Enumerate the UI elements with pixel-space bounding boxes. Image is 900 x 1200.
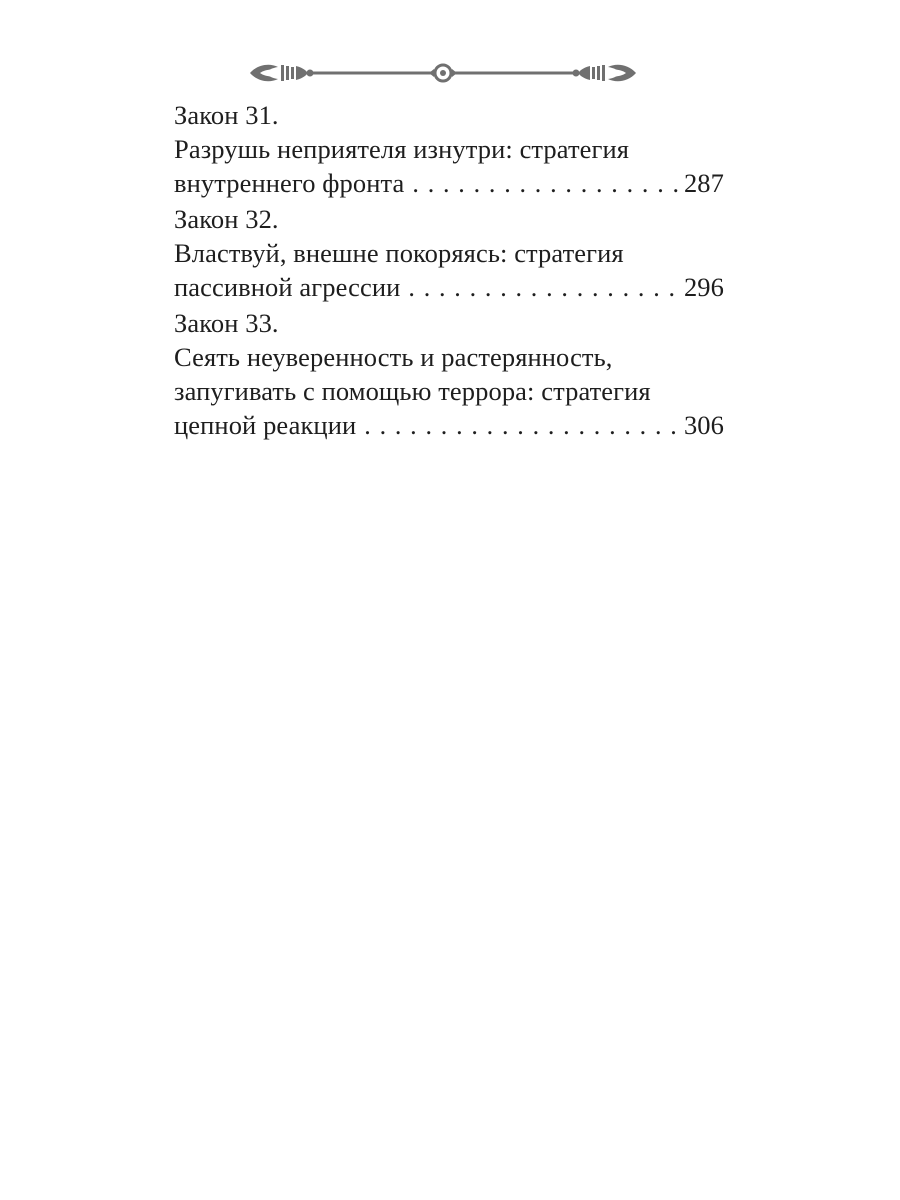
decorative-divider-icon — [248, 58, 638, 88]
toc-entry-law-32[interactable] — [174, 202, 724, 304]
page-number: 296 — [683, 272, 724, 302]
toc-entry-law-31[interactable] — [174, 98, 724, 200]
page-number: 306 — [683, 410, 724, 440]
entry-title-line: Властвуй, внешне покоряясь: стратегия — [174, 238, 624, 268]
dot-leader — [412, 167, 680, 201]
entry-title-line: цепной реакции — [174, 410, 357, 440]
entry-last-line — [174, 270, 724, 304]
law-number: Закон 33. — [174, 308, 279, 338]
entry-last-line — [174, 408, 724, 442]
dot-leader — [408, 271, 680, 305]
toc-entry-law-33[interactable] — [174, 306, 724, 442]
law-number: Закон 31. — [174, 100, 279, 130]
entry-title-line: пассивной агрессии — [174, 272, 401, 302]
entry-title-line: Разрушь неприятеля изнутри: стратегия — [174, 134, 630, 164]
table-of-contents — [174, 98, 724, 442]
law-number: Закон 32. — [174, 204, 279, 234]
entry-title-line: внутреннего фронта — [174, 168, 405, 198]
entry-title-line: Сеять неуверенность и растерянность, — [174, 342, 613, 372]
entry-title-line: запугивать с помощью террора: стратегия — [174, 376, 651, 406]
entry-last-line — [174, 166, 724, 200]
dot-leader — [364, 409, 680, 443]
page-number: 287 — [683, 168, 724, 198]
